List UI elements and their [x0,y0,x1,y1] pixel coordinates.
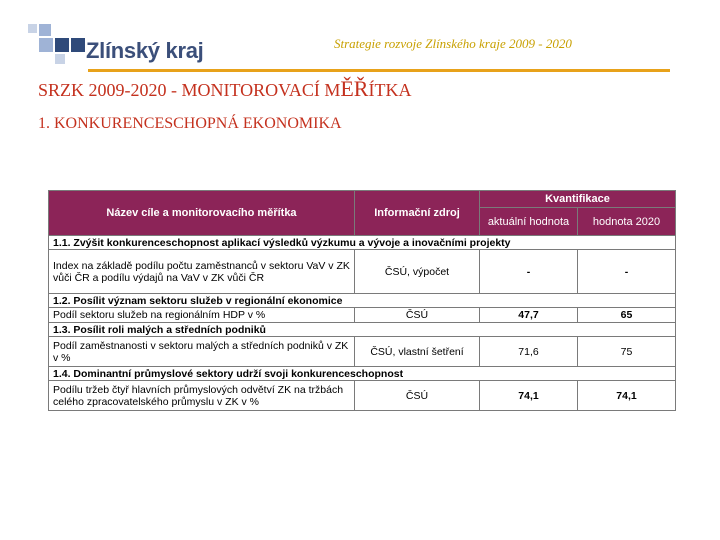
brand-name: Zlínský kraj [86,38,204,63]
indicator-current: 71,6 [480,337,578,367]
header-current-value: aktuální hodnota [480,208,578,236]
indicator-source: ČSÚ [355,381,480,411]
indicator-name: Podíl zaměstnanosti v sektoru malých a středních podniků v ZK v % [49,337,355,367]
indicator-target: 74,1 [578,381,676,411]
monitoring-table [48,190,676,411]
document-header: Strategie rozvoje Zlínského kraje 2009 - 2020 [334,36,572,51]
zlinsky-kraj-logo [28,20,208,66]
section-title-cell: 1.4. Dominantní průmyslové sektory udrží svoji konkurenceschopnost [49,367,676,381]
header-divider [88,69,670,72]
indicator-current: 74,1 [480,381,578,411]
section-row [49,323,676,337]
header-target-value: hodnota 2020 [578,208,676,236]
section-row [49,367,676,381]
indicator-name: Index na základě podílu počtu zaměstnanců v sektoru VaV v ZK vůči ČR a podílu výdajů na VaV v ZK vůči ČR [49,250,355,294]
section-row [49,294,676,308]
table-row [49,250,676,294]
logo-square-icon [71,38,85,52]
indicator-target: 75 [578,337,676,367]
table-row [49,308,676,323]
table-row [49,381,676,411]
logo-square-icon [39,24,51,36]
header-name: Název cíle a monitorovacího měřítka [49,191,355,236]
section-title-cell: 1.3. Posílit roli malých a středních podniků [49,323,676,337]
page-title [38,76,411,102]
indicator-target: 65 [578,308,676,323]
logo-square-icon [39,38,53,52]
page-title-prefix: SRZK 2009-2020 - MONITOROVACÍ M [38,80,341,100]
section-title: 1. KONKURENCESCHOPNÁ EKONOMIKA [38,115,342,132]
page-title-suffix: ÍTKA [368,80,412,100]
indicator-target: - [578,250,676,294]
indicator-source: ČSÚ, vlastní šetření [355,337,480,367]
indicator-source: ČSÚ, výpočet [355,250,480,294]
indicator-name: Podílu tržeb čtyř hlavních průmyslových odvětví ZK na tržbách celého zpracovatelského průmyslu v ZK v % [49,381,355,411]
table-row [49,337,676,367]
indicator-current: 47,7 [480,308,578,323]
indicator-current: - [480,250,578,294]
logo-square-icon [28,24,37,33]
header-quantification: Kvantifikace [480,191,676,208]
section-title-cell: 1.1. Zvýšit konkurenceschopnost aplikací výsledků výzkumu a vývoje a inovačními projekty [49,236,676,250]
logo-square-icon [55,54,65,64]
logo-square-icon [55,38,69,52]
page-title-big: ĚŘ [340,76,369,101]
section-row [49,236,676,250]
section-title-cell: 1.2. Posílit význam sektoru služeb v regionální ekonomice [49,294,676,308]
header-source: Informační zdroj [355,191,480,236]
indicator-name: Podíl sektoru služeb na regionálním HDP v % [49,308,355,323]
indicator-source: ČSÚ [355,308,480,323]
